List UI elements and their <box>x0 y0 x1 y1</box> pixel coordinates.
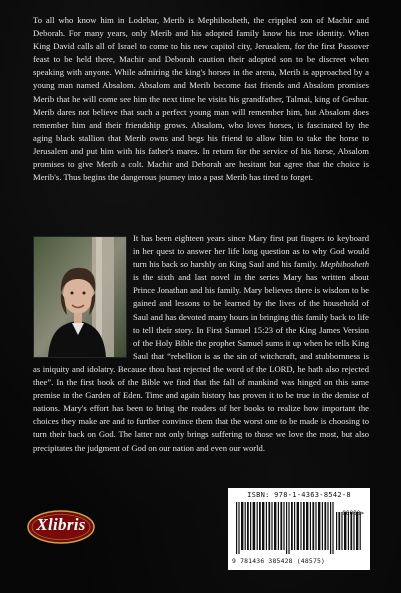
isbn-label: ISBN: 978-1-4363-8542-8 <box>247 491 351 499</box>
publisher-logo <box>26 507 96 547</box>
bio-text-rest: is the sixth and last novel in the series Mary has written about Prince Jonathan and his family. Mary believes there is wisdom to be gained and lessons to be learned by the lives of the household of Saul and has devoted many hours in bringing this family back to life to tell their story. In First Samuel 15:23 of the King James Version of the Holy Bible the prophet Samuel sums it up when he tells King Saul that “rebellion is as the sin of witchcraft, and stubbornness is as iniquity and idolatry. Because thou hast rejected the word of the LORD, he hath also rejected thee”. In the first book of the Bible we find that the fall of mankind was hinged on this same premise in the Garden of Eden. Time and again history has proven it to be true in the demise of nations. Mary's effort has been to bring the readers of her books to realize how important the choices they make are and to further convince them that the worst one to be made is choosing to turn their back on God. The latter not only brings suffering to those we love the most, but also precipitates the judgment of God on our nation and even our world. <box>33 272 369 453</box>
book-title: Mephibosheth <box>320 259 369 270</box>
price-code: 90000> <box>342 510 364 517</box>
synopsis-text: To all who know him in Lodebar, Merib is Mephibosheth, the crippled son of Machir and Deborah. For many years, only Merib and his adopted family know his true identity. When King David calls all of Israel to come to his new capitol city, Jerusalem, for the first Passover feast to be held there, Machir and Deborah caution their adopted son to be discreet when speaking with anyone. While admiring the king's horses in the arena, Merib is approached by a young man named Absalom. Absalom and Merib become fast friends and Absalom promises Merib that he will come see him the next time he visits his grandfather, Talmai, king of Geshur. Merib dares not believe that such a perfect young man will remember him, but Absalom does remember him and their friendship grows. Absalom, who loves horses, is fascinated by the aging black stallion that Merib owns and begs his friend to allow him to take the horse to Jerusalem and put him with his father's mares. In return for the service of his horse, Absalom promises to give Merib a colt. Machir and Deborah are hesitant but agree that the choice is Merib's. Thus begins the dangerous journey into a past Merib has tired to forget. <box>33 15 369 183</box>
barcode-panel <box>228 488 370 570</box>
publisher-name: Xlibris <box>36 515 86 534</box>
author-bio <box>33 232 369 455</box>
bio-text-start: It has been eighteen years since Mary first put fingers to keyboard in her quest to answer her life long question as to why God would turn his back so harshly on King Saul and his family. <box>133 233 369 270</box>
barcode-number: 9 781436 385428 (48575) <box>232 557 326 565</box>
photo-wrap-space <box>33 232 133 357</box>
